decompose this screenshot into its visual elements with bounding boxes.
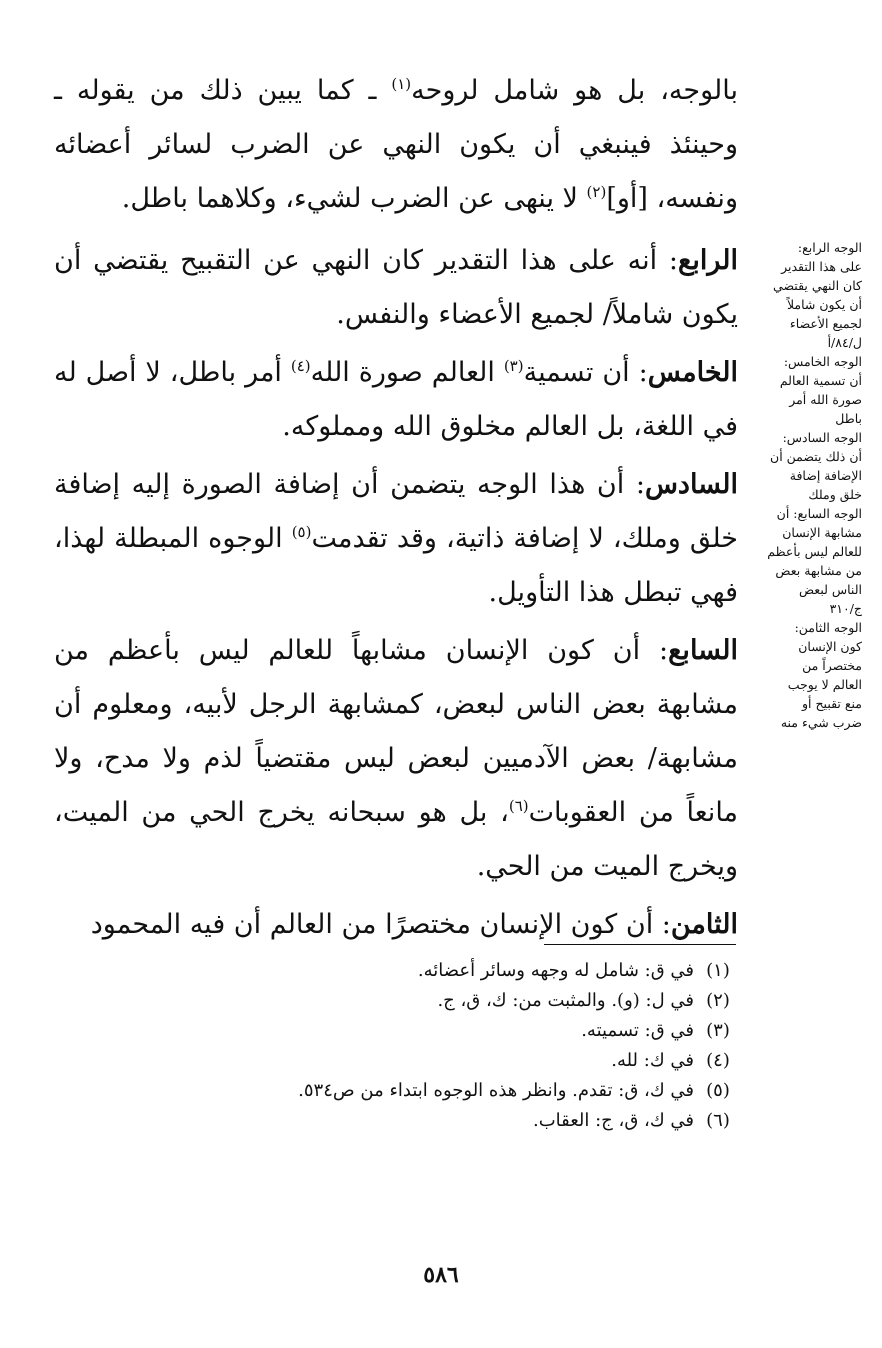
paragraph-seventh-aspect [54, 624, 738, 894]
margin-note-line: للعالم ليس بأعظم [767, 544, 862, 559]
footnote-number: (٦) [706, 1110, 730, 1131]
margin-note-line: كان النهي يقتضي [773, 278, 862, 293]
margin-note-line: الوجه السادس: [782, 430, 862, 445]
footnote-number: (١) [706, 960, 730, 981]
footnote-divider [544, 944, 736, 945]
margin-note-line: من مشابهة بعض [775, 563, 862, 578]
footnote [122, 1016, 742, 1046]
text-segment: : أن هذا الوجه يتضمن أن إضافة الصورة إليه إضافة خلق وملك، لا إضافة ذاتية، وقد تقدمت [54, 469, 738, 554]
margin-note-line: الوجه الرابع: [797, 240, 862, 255]
text-segment: بالوجه، بل هو شامل لروحه [411, 75, 738, 106]
text-segment: : أن كون الإنسان مختصرًا من العالم أن فيه المحمود [90, 909, 671, 940]
footnote-ref[interactable]: (٢) [586, 183, 607, 201]
margin-note-line: الوجه السابع: أن [776, 506, 862, 521]
manuscript-folio-marker [754, 599, 862, 618]
margin-note-line: باطل [835, 411, 862, 426]
footnote-text: في ك: لله. [611, 1050, 694, 1071]
text-segment: : أن كون الإنسان مشابهاً للعالم ليس بأعظم من مشابهة بعض الناس لبعض، كمشابهة الرجل لأبيه، ومعلوم أن مشابهة/ بعض الآدميين لبعض ليس مقتضياً لذم ولا مدح، ولا مانعاً من العقوبات [54, 635, 739, 828]
margin-note-line: صورة الله أمر [789, 392, 862, 407]
margin-note-sixth [754, 428, 862, 504]
paragraph-fifth-aspect [54, 346, 738, 454]
text-segment: العالم صورة الله [310, 357, 504, 388]
footnote-ref[interactable]: (١) [391, 75, 412, 93]
footnote-number: (٤) [706, 1050, 730, 1071]
footnote [122, 1076, 742, 1106]
margin-note-line: لجميع الأعضاء [789, 316, 862, 331]
footnote-number: (٣) [706, 1020, 730, 1041]
footnote [122, 1046, 742, 1076]
paragraph-heading: السابع [668, 635, 738, 666]
footnote-text: في ق: شامل له وجهه وسائر أعضائه. [417, 960, 694, 981]
footnote-ref[interactable]: (٣) [503, 357, 524, 375]
footnote [122, 1106, 742, 1136]
footnote [122, 986, 742, 1016]
margin-note-line: مشابهة الإنسان [782, 525, 862, 540]
footnote [122, 956, 742, 986]
paragraph-heading: الخامس [647, 357, 738, 388]
margin-note-line: خلق وملك [808, 487, 862, 502]
margin-note-line: على هذا التقدير [781, 259, 862, 274]
manuscript-folio-marker [754, 333, 862, 352]
footnote-ref[interactable]: (٤) [290, 357, 311, 375]
margin-note-line: الوجه الثامن: [794, 620, 862, 635]
paragraph-heading: الثامن [670, 909, 738, 940]
text-segment: : أن تسمية [523, 357, 648, 388]
margin-note-line: منع تقبيح أو [802, 696, 862, 711]
text-segment: أمر باطل، لا أصل له في اللغة، بل العالم مخلوق الله ومملوكه. [54, 357, 738, 442]
margin-note-line: مختصراً من [802, 658, 862, 673]
margin-note-seventh [754, 504, 862, 599]
margin-notes [754, 238, 862, 732]
margin-note-line: ج/٣١٠ [829, 601, 862, 616]
footnote-number: (٥) [706, 1080, 730, 1101]
main-text [54, 64, 738, 956]
footnote-ref[interactable]: (٦) [508, 797, 529, 815]
paragraph-fourth-aspect [54, 234, 738, 342]
footnote-text: في ل: (و). والمثبت من: ك، ق، ج. [437, 990, 694, 1011]
text-segment: الوجوه المبطلة لهذا، فهي تبطل هذا التأويل. [54, 523, 738, 608]
margin-note-fifth [754, 352, 862, 428]
margin-note-line: أن يكون شاملاً [786, 297, 862, 312]
margin-note-line: ل/٨٤/أ [827, 335, 862, 350]
paragraph-heading: الرابع [677, 245, 738, 276]
margin-note-line: الإضافة إضافة [789, 468, 862, 483]
paragraph-heading: السادس [644, 469, 738, 500]
footnote-text: في ق: تسميته. [581, 1020, 694, 1041]
footnotes [122, 956, 742, 1136]
footnote-text: في ك، ق: تقدم. وانظر هذه الوجوه ابتداء من ص٥٣٤. [298, 1080, 694, 1101]
page-number: ٥٨٦ [423, 1262, 459, 1288]
margin-note-line: أن ذلك يتضمن أن [770, 449, 862, 464]
margin-note-line: الوجه الخامس: [783, 354, 862, 369]
text-segment: ، بل هو سبحانه يخرج الحي من الميت، ويخرج الميت من الحي. [54, 797, 738, 882]
margin-note-line: ضرب شيء منه [780, 715, 862, 730]
text-segment: لا ينهى عن الضرب لشيء، وكلاهما باطل. [121, 183, 587, 214]
footnote-text: في ك، ق، ج: العقاب. [532, 1110, 694, 1131]
text-segment: ـ كما يبين ذلك من يقوله ـ وحينئذ فينبغي أن يكون النهي عن الضرب لسائر أعضائه ونفسه، [أو] [54, 75, 738, 214]
text-segment: : أنه على هذا التقدير كان النهي عن التقبيح يقتضي أن يكون شاملاً/ لجميع الأعضاء والنفس. [54, 245, 738, 330]
paragraph-opening [54, 64, 738, 226]
margin-note-line: الناس لبعض [798, 582, 862, 597]
paragraph-sixth-aspect [54, 458, 738, 620]
margin-note-line: كون الإنسان [798, 639, 862, 654]
margin-note-eighth [754, 618, 862, 732]
margin-note-line: أن تسمية العالم [779, 373, 862, 388]
footnote-number: (٢) [706, 990, 730, 1011]
margin-note-fourth [754, 238, 862, 333]
footnote-ref[interactable]: (٥) [291, 523, 312, 541]
margin-note-line: العالم لا يوجب [787, 677, 862, 692]
